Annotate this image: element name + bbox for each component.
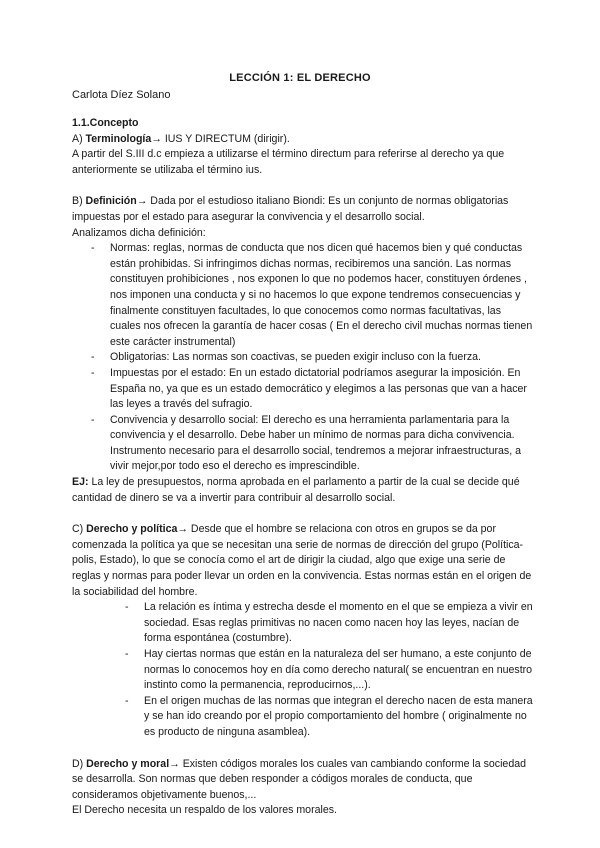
subsection-b-label: Definición <box>85 195 137 208</box>
example-paragraph: EJ: La ley de presupuestos, norma aprobada en el parlamento a partir de la cual se decide qué cantidad de dinero se va a invertir para contribuir al desarrollo social. <box>72 476 520 504</box>
list-item: - Impuestas por el estado: En un estado dictatorial podríamos asegurar la imposición. En España no, ya que es un estado democrático y elegimos a las personas que van a hacer las leyes a través del sufragio. <box>110 366 534 413</box>
subsection-b-heading: B) Definición→ Dada por el estudioso italiano Biondi: Es un conjunto de normas obligatorias impuestas por el estado para asegurar la convivencia y el desarrollo social. <box>72 195 509 223</box>
subsection-a-heading: A) Terminología→ IUS Y DIRECTUM (dirigir). <box>72 132 290 145</box>
list-item: - En el origen muchas de las normas que integran el derecho nacen de esta manera y se han ido creando por el propio comportamiento del hombre ( originalmente no es producto de ninguna asamblea). <box>144 694 534 741</box>
definition-list <box>72 241 534 475</box>
document-body <box>72 116 534 819</box>
subsection-b-intro: Analizamos dicha definición: <box>72 226 206 239</box>
subsection-d-label: Derecho y moral <box>86 757 170 770</box>
list-item: - La relación es íntima y estrecha desde el momento en el que se empieza a vivir en sociedad. Esas reglas primitivas no nacen como nacen hoy las leyes, nacían de forma espontánea (costumbre). <box>144 600 534 647</box>
subsection-d-heading: D) Derecho y moral→ Existen códigos morales los cuales van cambiando conforme la sociedad se desarrolla. Son normas que deben responder a códigos morales de conducta, que consideramos objetivamente buenos,... <box>72 757 526 801</box>
list-item: - Normas: reglas, normas de conducta que nos dicen qué hacemos bien y qué conductas están prohibidas. Si infringimos dichas normas, recibiremos una sanción. Las normas constituyen prohibiciones , nos exponen lo que no podemos hacer, constituyen órdenes , nos imponen una conducta y si no hacemos lo que expone tendremos consecuencias y finalmente constituyen facultades, lo que conocemos como normas facultativas, las cuales nos ofrecen la garantía de hacer cosas ( En el derecho civil muchas normas tienen este carácter instrumental) <box>110 241 534 350</box>
example-label: EJ: <box>72 476 89 489</box>
document-title: LECCIÓN 1: EL DERECHO <box>229 72 371 84</box>
subsection-a-body: A partir del S.III d.c empieza a utilizarse el término directum para referirse al derecho ya que anteriormente se utilizaba el término ius. <box>72 148 505 176</box>
list-item: - Convivencia y desarrollo social: El derecho es una herramienta parlamentaria para la convivencia y el desarrollo. Debe haber un mínimo de normas para dicha convivencia. Instrumento necesario para el desarrollo social, tendremos a mejorar infraestructuras, a vivir mejor,por todo eso el derecho es imprescindible. <box>110 413 534 475</box>
section-heading: 1.1.Concepto <box>72 117 139 129</box>
subsection-d-closing: El Derecho necesita un respaldo de los valores morales. <box>72 804 337 817</box>
document-author: Carlota Díez Solano <box>72 89 171 101</box>
subsection-c-heading: C) Derecho y política→ Desde que el hombre se relaciona con otros en grupos se da por comenzada la política ya que se necesitan una serie de normas de dirección del grupo (Política- polis, Estado), lo que se conocía como el art de dirigir la ciudad, algo que exige una serie de reglas y normas para poder llevar un orden en la convivencia. Estas normas están en el origen de la sociabilidad del hombre. <box>72 523 532 598</box>
list-item: - Hay ciertas normas que están en la naturaleza del ser humano, a este conjunto de normas lo conocemos hoy en día como derecho natural( se encuentran en nuestro instinto como la permanencia, reproducirnos,...). <box>144 647 534 694</box>
politics-list <box>72 600 534 740</box>
list-item: - Obligatorias: Las normas son coactivas, se pueden exigir incluso con la fuerza. <box>110 350 534 366</box>
subsection-c-label: Derecho y política <box>86 523 178 536</box>
subsection-a-label: Terminología <box>85 132 152 145</box>
